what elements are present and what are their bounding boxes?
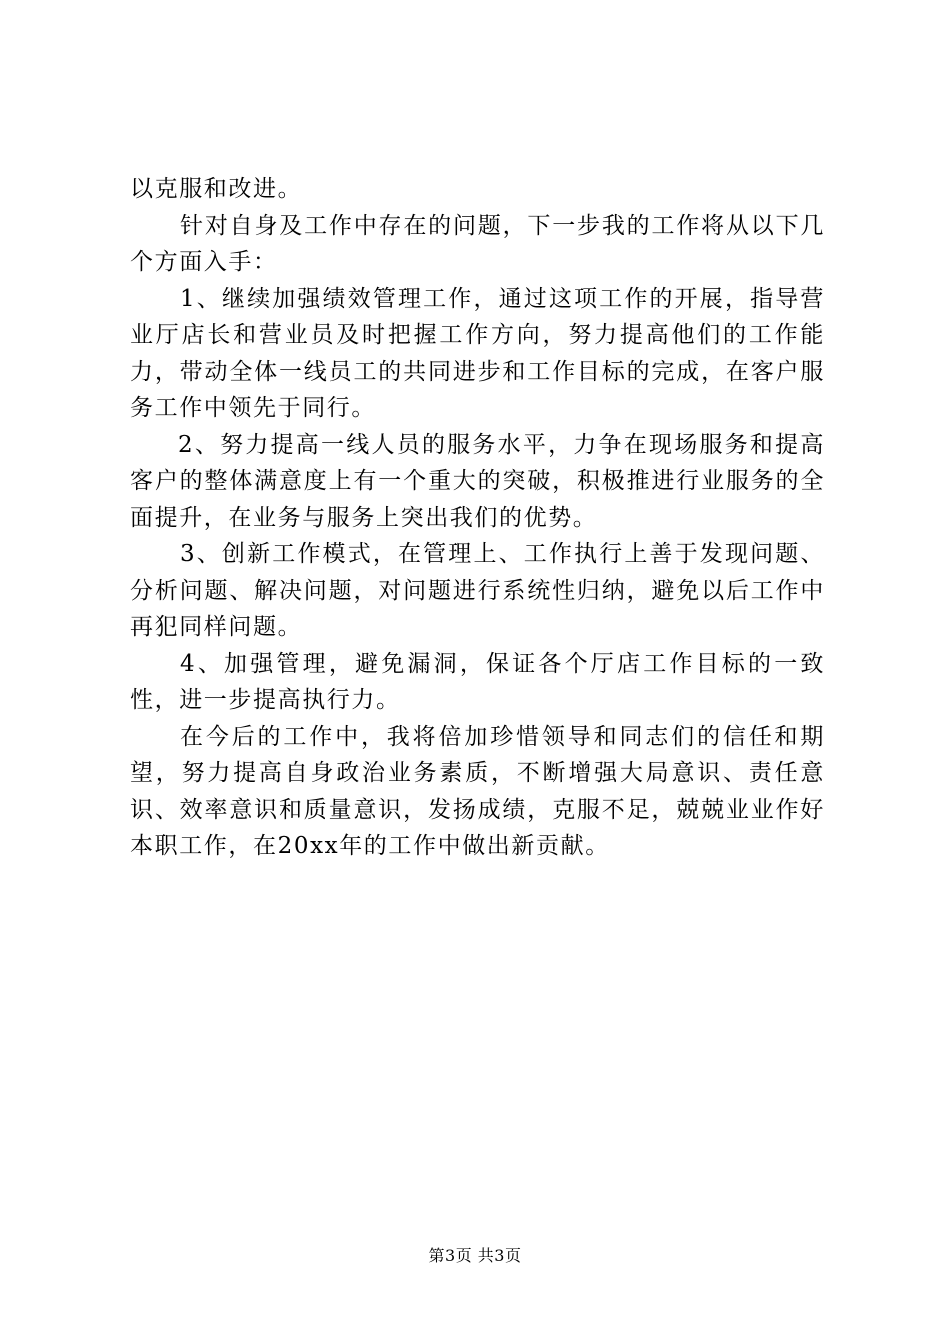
- paragraph-item-3: 3、创新工作模式，在管理上、工作执行上善于发现问题、分析问题、解决问题，对问题进行系统性归纳，避免以后工作中再犯同样问题。: [130, 541, 825, 640]
- paragraph-item-2: 2、努力提高一线人员的服务水平，力争在现场服务和提高客户的整体满意度上有一个重大的突破，积极推进行业服务的全面提升，在业务与服务上突出我们的优势。: [130, 431, 825, 531]
- paragraph-conclusion: 在今后的工作中，我将倍加珍惜领导和同志们的信任和期望，努力提高自身政治业务素质，不断增强大局意识、责任意识、效率意识和质量意识，发扬成绩，克服不足，兢兢业业作好本职工作，在20xx年的工作中做出新贡献。: [130, 723, 825, 859]
- document-body: [130, 171, 825, 865]
- page-footer: [0, 1243, 950, 1266]
- paragraph-intro: 针对自身及工作中存在的问题，下一步我的工作将从以下几个方面入手：: [130, 212, 825, 275]
- paragraph-item-1: 1、继续加强绩效管理工作，通过这项工作的开展，指导营业厅店长和营业员及时把握工作方向，努力提高他们的工作能力，带动全体一线员工的共同进步和工作目标的完成，在客户服务工作中领先于同行。: [130, 285, 825, 421]
- paragraph-item-4: 4、加强管理，避免漏洞，保证各个厅店工作目标的一致性，进一步提高执行力。: [130, 650, 825, 713]
- page-number: 第3页 共3页: [428, 1246, 522, 1265]
- paragraph-continuation: 以克服和改进。: [130, 176, 303, 202]
